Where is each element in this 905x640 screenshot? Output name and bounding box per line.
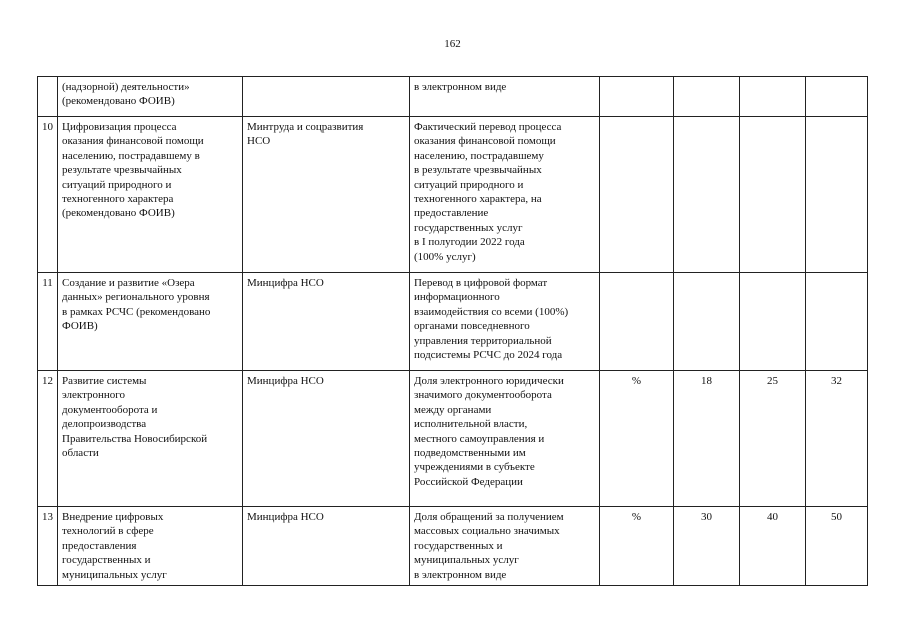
measure-name-cell: Создание и развитие «Озера данных» регионального уровня в рамках РСЧС (рекомендовано ФОИВ) — [58, 273, 243, 371]
row-number-cell: 11 — [38, 273, 58, 371]
value-cell-1: 30 — [674, 507, 740, 586]
unit-cell — [600, 117, 674, 273]
responsible-org-cell: Минцифра НСО — [243, 507, 410, 586]
page-number: 162 — [444, 38, 461, 50]
responsible-org-cell: Минтруда и соцразвития НСО — [243, 117, 410, 273]
table-row — [38, 507, 868, 586]
indicator-cell: Доля обращений за получением массовых социально значимых государственных и муниципальных услуг в электронном виде — [410, 507, 600, 586]
indicator-cell: Фактический перевод процесса оказания финансовой помощи населению, пострадавшему в результате чрезвычайных ситуаций природного и техногенного характера, на предоставление государственных услуг в I полугодии 2022 года (100% услуг) — [410, 117, 600, 273]
value-cell-3: 50 — [806, 507, 868, 586]
measure-name-cell: (надзорной) деятельности» (рекомендовано ФОИВ) — [58, 77, 243, 117]
row-number-cell: 12 — [38, 371, 58, 507]
value-cell-3 — [806, 117, 868, 273]
responsible-org-cell: Минцифра НСО — [243, 371, 410, 507]
indicator-cell: Доля электронного юридически значимого документооборота между органами исполнительной власти, местного самоуправления и подведомственными им учреждениями в субъекте Российской Федерации — [410, 371, 600, 507]
unit-cell — [600, 273, 674, 371]
value-cell-2: 25 — [740, 371, 806, 507]
table-row — [38, 117, 868, 273]
value-cell-1: 18 — [674, 371, 740, 507]
value-cell-3: 32 — [806, 371, 868, 507]
responsible-org-cell — [243, 77, 410, 117]
value-cell-2 — [740, 77, 806, 117]
table-row — [38, 371, 868, 507]
value-cell-1 — [674, 117, 740, 273]
indicator-cell: в электронном виде — [410, 77, 600, 117]
unit-cell — [600, 77, 674, 117]
table-row — [38, 273, 868, 371]
value-cell-3 — [806, 77, 868, 117]
value-cell-2 — [740, 117, 806, 273]
value-cell-2 — [740, 273, 806, 371]
measures-table — [37, 76, 868, 586]
unit-cell: % — [600, 507, 674, 586]
unit-cell: % — [600, 371, 674, 507]
row-number-cell: 13 — [38, 507, 58, 586]
value-cell-2: 40 — [740, 507, 806, 586]
responsible-org-cell: Минцифра НСО — [243, 273, 410, 371]
measure-name-cell: Внедрение цифровых технологий в сфере предоставления государственных и муниципальных услуг — [58, 507, 243, 586]
row-number-cell — [38, 77, 58, 117]
value-cell-1 — [674, 77, 740, 117]
indicator-cell: Перевод в цифровой формат информационного взаимодействия со всеми (100%) органами повседневного управления территориальной подсистемы РСЧС до 2024 года — [410, 273, 600, 371]
table-row — [38, 77, 868, 117]
measure-name-cell: Развитие системы электронного документооборота и делопроизводства Правительства Новосибирской области — [58, 371, 243, 507]
value-cell-3 — [806, 273, 868, 371]
row-number-cell: 10 — [38, 117, 58, 273]
measure-name-cell: Цифровизация процесса оказания финансовой помощи населению, пострадавшему в результате чрезвычайных ситуаций природного и техногенного характера (рекомендовано ФОИВ) — [58, 117, 243, 273]
value-cell-1 — [674, 273, 740, 371]
